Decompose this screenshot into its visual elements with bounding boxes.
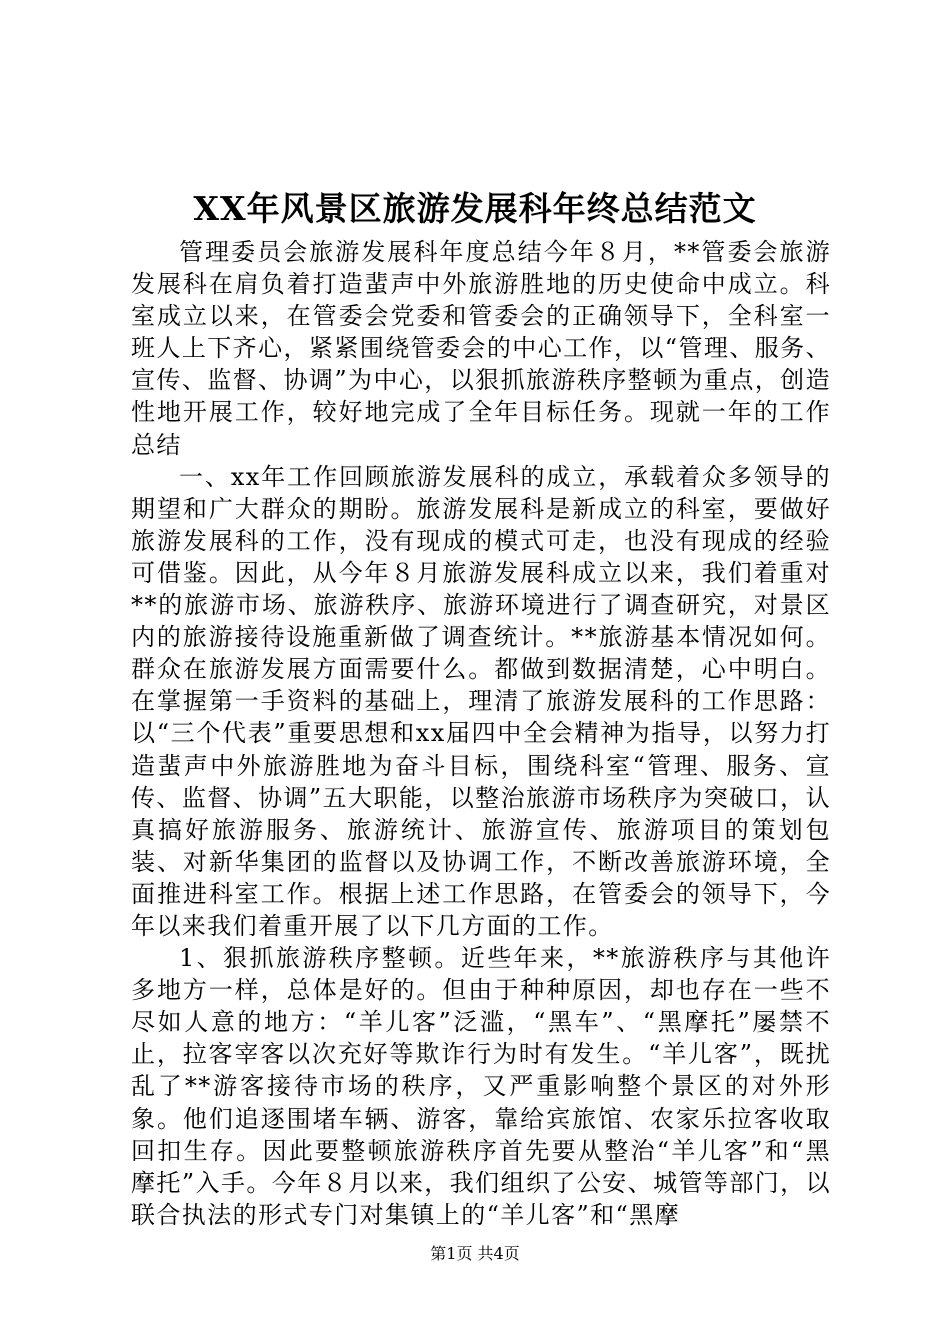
- paragraph-intro: 管理委员会旅游发展科年度总结今年８月，**管委会旅游发展科在肩负着打造蜚声中外旅游胜地的历史使命中成立。科室成立以来，在管委会党委和管委会的正确领导下，全科室一班人上下齐心，紧紧围绕管委会的中心工作，以“管理、服务、宣传、监督、协调”为中心，以狠抓旅游秩序整顿为重点，创造性地开展工作，较好地完成了全年目标任务。现就一年的工作总结: [131, 238, 831, 459]
- document-title: XX年风景区旅游发展科年终总结范文: [193, 189, 757, 228]
- document-body: [131, 236, 831, 1231]
- page-footer: 第1页 共4页: [430, 1244, 520, 1263]
- paragraph-section-1: 一、xx年工作回顾旅游发展科的成立，承载着众多领导的期望和广大群众的期盼。旅游发展科是新成立的科室，要做好旅游发展科的工作，没有现成的模式可走，也没有现成的经验可借鉴。因此，从今年８月旅游发展科成立以来，我们着重对**的旅游市场、旅游秩序、旅游环境进行了调查研究，对景区内的旅游接待设施重新做了调查统计。**旅游基本情况如何。群众在旅游发展方面需要什么。都做到数据清楚，心中明白。在掌握第一手资料的基础上，理清了旅游发展科的工作思路：以“三个代表”重要思想和xx届四中全会精神为指导，以努力打造蜚声中外旅游胜地为奋斗目标，围绕科室“管理、服务、宣传、监督、协调”五大职能，以整治旅游市场秩序为突破口，认真搞好旅游服务、旅游统计、旅游宣传、旅游项目的策划包装、对新华集团的监督以及协调工作，不断改善旅游环境，全面推进科室工作。根据上述工作思路，在管委会的领导下，今年以来我们着重开展了以下几方面的工作。: [131, 462, 831, 940]
- paragraph-item-1: 1、狠抓旅游秩序整顿。近些年来，**旅游秩序与其他许多地方一样，总体是好的。但由于种种原因，却也存在一些不尽如人意的地方：“羊儿客”泛滥，“黑车”、“黑摩托”屡禁不止，拉客宰客以次充好等欺诈行为时有发生。“羊儿客”，既扰乱了**游客接待市场的秩序，又严重影响整个景区的对外形象。他们追逐围堵车辆、游客，靠给宾旅馆、农家乐拉客收取回扣生存。因此要整顿旅游秩序首先要从整治“羊儿客”和“黑摩托”入手。今年８月以来，我们组织了公安、城管等部门，以联合执法的形式专门对集镇上的“羊儿客”和“黑摩: [131, 944, 831, 1229]
